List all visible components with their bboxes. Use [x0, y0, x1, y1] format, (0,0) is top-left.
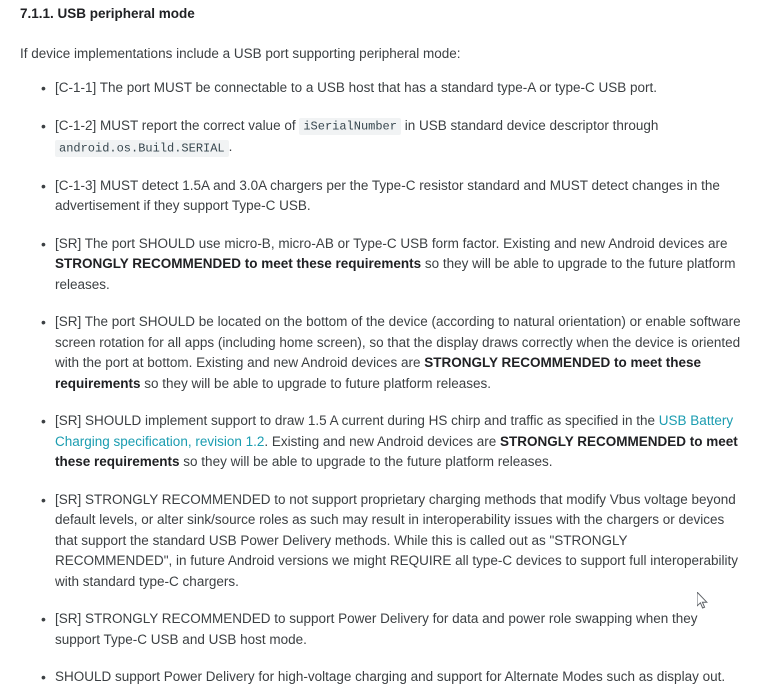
list-item	[20, 116, 746, 159]
body-text: so they will be able to upgrade to future platform releases.	[140, 375, 491, 391]
page-title: 7.1.1. USB peripheral mode	[20, 6, 195, 21]
emphasis-text: STRONGLY RECOMMENDED to meet these requirements	[55, 355, 702, 391]
body-text: SHOULD support Power Delivery for high-voltage charging and support for Alternate Modes such as display out.	[55, 669, 726, 684]
bullet-icon: •	[41, 80, 46, 96]
bullet-icon: •	[41, 669, 46, 685]
body-text: [SR] The port SHOULD be located on the bottom of the device (according to natural orientation) or enable software screen rotation for all apps (including home screen), so that the display draws correctly when the device is oriented with the port at bottom. Existing and new Android devices are	[55, 314, 741, 370]
bullet-icon: •	[41, 491, 46, 508]
body-text: . Existing and new Android devices are	[264, 433, 501, 449]
list-item	[20, 411, 746, 473]
body-text: [C-1-3] MUST detect 1.5A and 3.0A chargers per the Type-C resistor standard and MUST detect changes in the advertisement if they support Type-C USB.	[55, 177, 720, 213]
inline-code: iSerialNumber	[299, 118, 401, 135]
body-text: [C-1-1] The port MUST be connectable to a USB host that has a standard type-A or type-C USB port.	[55, 80, 658, 95]
list-item	[20, 490, 746, 593]
body-text: [C-1-2] MUST report the correct value of	[55, 117, 300, 133]
list-item	[20, 667, 746, 688]
bullet-icon: •	[41, 117, 46, 134]
body-text: so they will be able to upgrade to the future platform releases.	[55, 256, 736, 292]
emphasis-text: STRONGLY RECOMMENDED to meet these requirements	[55, 256, 422, 271]
body-text: [SR] STRONGLY RECOMMENDED to support Power Delivery for data and power role swapping when they support Type-C USB and USB host mode.	[55, 611, 698, 647]
list-item	[20, 234, 746, 296]
list-item	[20, 609, 746, 650]
body-text: [SR] The port SHOULD use micro-B, micro-AB or Type-C USB form factor. Existing and new Android devices are	[55, 235, 728, 251]
list-item	[20, 176, 746, 217]
list-item	[20, 312, 746, 394]
bullet-icon: •	[41, 235, 46, 252]
body-text: so they will be able to upgrade to the future platform releases.	[179, 454, 553, 469]
body-text: .	[228, 139, 233, 154]
intro-paragraph: If device implementations include a USB port supporting peripheral mode:	[20, 46, 461, 61]
requirements-list	[20, 78, 746, 688]
list-item	[20, 78, 746, 99]
body-text: [SR] SHOULD implement support to draw 1.5 A current during HS chirp and traffic as specified in the	[55, 413, 659, 428]
bullet-icon: •	[41, 177, 46, 194]
body-text: [SR] STRONGLY RECOMMENDED to not support proprietary charging methods that modify Vbus voltage beyond default levels, or alter sink/source roles as such may result in interoperability issues with the chargers or devices that support the standard USB Power Delivery methods. While this is called out as "STRONGLY RECOMMENDED", in future Android versions we might REQUIRE all type-C devices to support full interoperability with standard type-C chargers.	[55, 491, 739, 589]
spec-link[interactable]: USB Battery Charging specification, revision 1.2	[55, 413, 734, 449]
body-text: in USB standard device descriptor through	[400, 117, 659, 133]
bullet-icon: •	[41, 611, 46, 627]
emphasis-text: STRONGLY RECOMMENDED to meet these requirements	[55, 433, 738, 469]
bullet-icon: •	[41, 314, 46, 330]
inline-code: android.os.Build.SERIAL	[55, 140, 229, 157]
bullet-icon: •	[41, 413, 46, 429]
